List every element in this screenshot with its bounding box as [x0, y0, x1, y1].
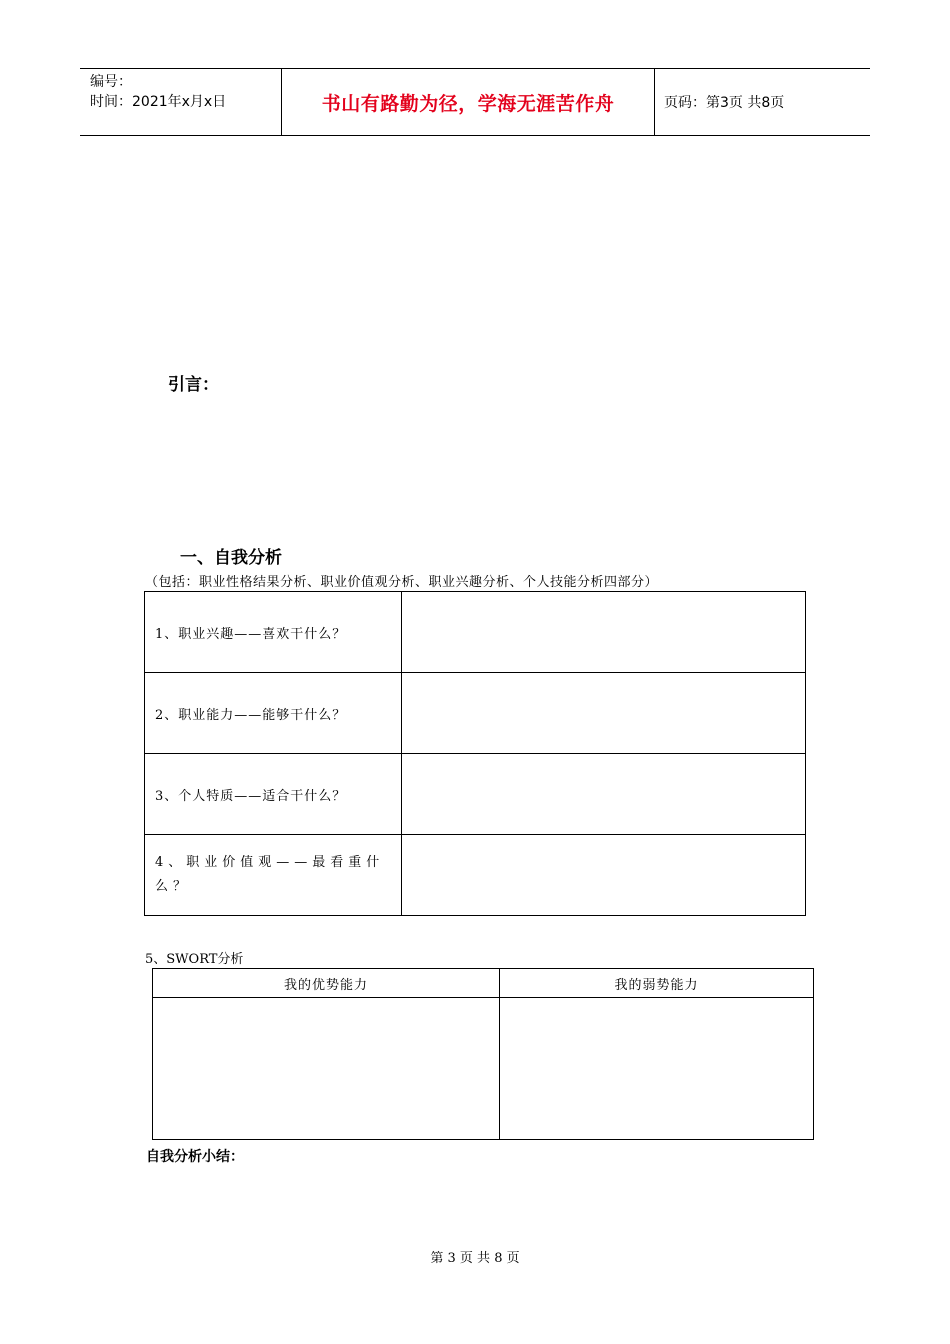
weaknesses-cell[interactable] [500, 998, 814, 1140]
answer-cell[interactable] [402, 754, 806, 835]
header-page-info: 页码：第3页 共8页 [664, 95, 785, 111]
strengths-header: 我的优势能力 [153, 969, 500, 998]
question-cell: 2、职业能力——能够干什么？ [145, 673, 402, 754]
serial-label: 编号： [90, 74, 132, 90]
table-header-row [153, 969, 814, 998]
answer-cell[interactable] [402, 673, 806, 754]
table-row [145, 835, 806, 916]
table-row [145, 673, 806, 754]
date-label: 时间：2021年x月x日 [90, 94, 227, 110]
table-row [145, 592, 806, 673]
table-row [145, 754, 806, 835]
self-analysis-table [144, 591, 806, 916]
swort-label: 5、SWORT分析 [145, 952, 244, 967]
header-motto: 书山有路勤为径，学海无涯苦作舟 [321, 92, 615, 115]
swort-table [152, 968, 814, 1140]
page-header [80, 68, 870, 136]
section-title-self-analysis: 一、自我分析 [180, 548, 282, 568]
summary-label: 自我分析小结： [146, 1149, 244, 1165]
table-row [153, 998, 814, 1140]
section-note: （包括：职业性格结果分析、职业价值观分析、职业兴趣分析、个人技能分析四部分） [145, 575, 659, 590]
header-meta [80, 69, 282, 135]
answer-cell[interactable] [402, 592, 806, 673]
intro-heading: 引言： [168, 375, 219, 395]
weaknesses-header: 我的弱势能力 [500, 969, 814, 998]
page-footer: 第 3 页 共 8 页 [430, 1251, 520, 1266]
question-cell: 1、职业兴趣——喜欢干什么？ [145, 592, 402, 673]
question-cell: 4、职业价值观——最看重什么？ [145, 835, 402, 916]
header-motto-cell [282, 69, 655, 135]
answer-cell[interactable] [402, 835, 806, 916]
question-cell: 3、个人特质——适合干什么？ [145, 754, 402, 835]
strengths-cell[interactable] [153, 998, 500, 1140]
